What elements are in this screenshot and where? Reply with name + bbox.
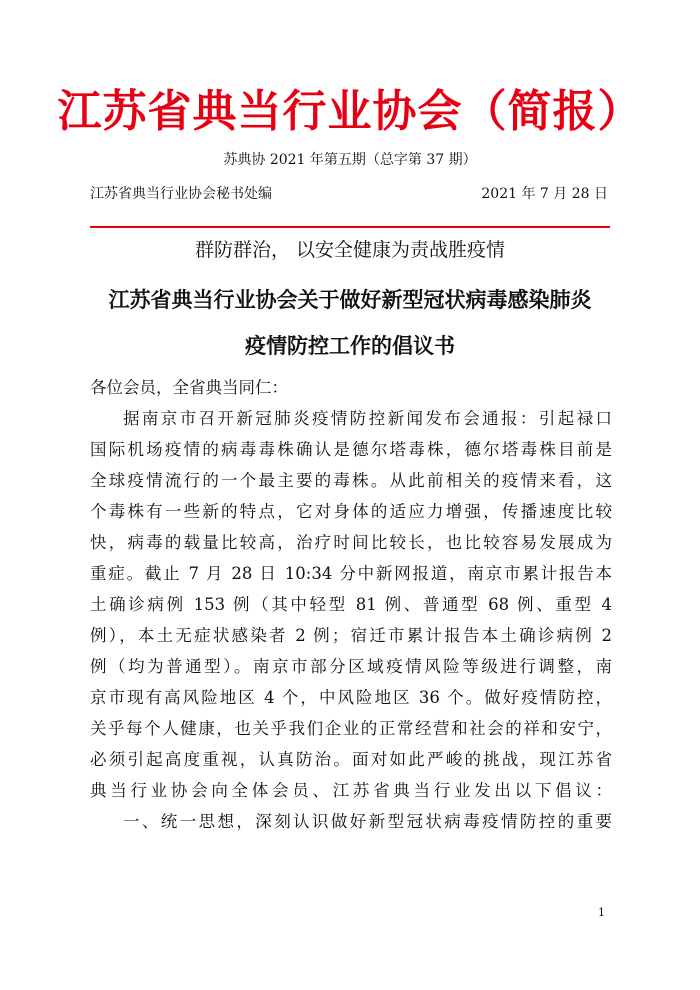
body-line: 例），本土无症状感染者 2 例；宿迁市累计报告本土确诊病例 2 <box>90 626 612 645</box>
red-divider <box>90 226 610 228</box>
issue-number: 苏典协 2021 年第五期（总字第 37 期） <box>223 152 477 168</box>
masthead-title: 江苏省典当行业协会（简报） <box>57 86 643 137</box>
editor-name: 江苏省典当行业协会秘书处编 <box>90 186 272 202</box>
editor-row <box>90 184 608 204</box>
article-title-line-2: 疫情防控工作的倡议书 <box>245 334 455 358</box>
section-heading-line: 一、统一思想，深刻认识做好新型冠状病毒疫情防控的重要 <box>123 812 612 831</box>
page-number: 1 <box>598 906 605 919</box>
article-title-line-1: 江苏省典当行业协会关于做好新型冠状病毒感染肺炎 <box>108 288 592 312</box>
body-line: 全球疫情流行的一个最主要的毒株。从此前相关的疫情来看，这 <box>90 471 612 490</box>
body-line: 据南京市召开新冠肺炎疫情防控新闻发布会通报：引起禄口 <box>123 409 612 428</box>
article-slogan: 群防群治， 以安全健康为责战胜疫情 <box>194 239 506 261</box>
body-line: 京市现有高风险地区 4 个，中风险地区 36 个。做好疫情防控， <box>90 688 612 707</box>
body-line: 典当行业协会向全体会员、江苏省典当行业发出以下倡议： <box>90 781 612 800</box>
body-line: 重症。截止 7 月 28 日 10:34 分中新网报道，南京市累计报告本 <box>90 564 612 583</box>
body-line: 国际机场疫情的病毒毒株确认是德尔塔毒株，德尔塔毒株目前是 <box>90 440 612 459</box>
body-line: 个毒株有一些新的特点，它对身体的适应力增强，传播速度比较 <box>90 502 612 521</box>
salutation: 各位会员，全省典当同仁： <box>90 378 288 397</box>
body-line: 快，病毒的载量比较高，治疗时间比较长，也比较容易发展成为 <box>90 533 612 552</box>
body-line: 关乎每个人健康，也关乎我们企业的正常经营和社会的祥和安宁， <box>90 719 612 738</box>
body-line: 土确诊病例 153 例（其中轻型 81 例、普通型 68 例、重型 4 <box>90 595 612 614</box>
article-title <box>0 277 700 369</box>
issue-date: 2021 年 7 月 28 日 <box>481 186 608 202</box>
body-line: 必须引起高度重视，认真防治。面对如此严峻的挑战，现江苏省 <box>90 750 612 769</box>
article-body <box>90 372 612 837</box>
body-line: 例（均为普通型）。南京市部分区域疫情风险等级进行调整，南 <box>90 657 612 676</box>
